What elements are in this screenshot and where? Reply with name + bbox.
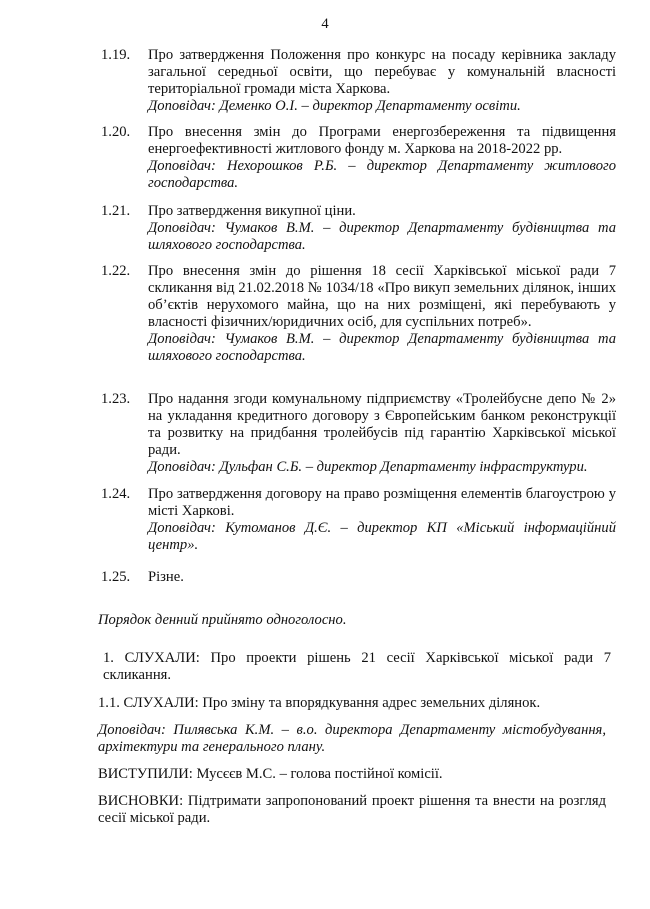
item-title: Різне. xyxy=(148,569,184,585)
item-number: 1.19. xyxy=(101,47,131,63)
spoke-line: ВИСТУПИЛИ: Мусєєв М.С. – голова постійної комісії. xyxy=(98,766,443,782)
agenda-item-1-24 xyxy=(101,486,616,554)
item-title: Про затвердження викупної ціни. xyxy=(148,203,356,219)
item-title: Про затвердження договору на право розміщення елементів благоустрою у місті Харкові. xyxy=(148,486,616,519)
item-title: Про затвердження Положення про конкурс на посаду керівника закладу загальної середньої освіти, що перебуває у комунальній власності територіальної громади міста Харкова. xyxy=(148,47,616,97)
agenda-item-1-21 xyxy=(101,203,616,254)
item-number: 1.23. xyxy=(101,391,131,407)
item-number: 1.24. xyxy=(101,486,131,502)
agenda-item-1-23 xyxy=(101,391,616,476)
item-speaker: Доповідач: Дульфан С.Б. – директор Департаменту інфраструктури. xyxy=(148,459,588,475)
page-number: 4 xyxy=(321,16,329,32)
item-speaker: Доповідач: Нехорошков Р.Б. – директор Департаменту житлового господарства. xyxy=(148,158,616,191)
agenda-item-1-19 xyxy=(101,47,616,115)
item-number: 1.22. xyxy=(101,263,131,279)
item-speaker: Доповідач: Чумаков В.М. – директор Департаменту будівництва та шляхового господарства. xyxy=(148,220,616,253)
approval-note: Порядок денний прийнято одноголосно. xyxy=(98,612,347,628)
item-number: 1.25. xyxy=(101,569,131,585)
heard-sub: 1.1. СЛУХАЛИ: Про зміну та впорядкування адрес земельних ділянок. xyxy=(98,695,541,711)
conclusions: ВИСНОВКИ: Підтримати запропонований проект рішення та внести на розгляд сесії міської ради. xyxy=(98,793,606,826)
agenda-item-1-22 xyxy=(101,263,616,365)
item-speaker: Доповідач: Чумаков В.М. – директор Департаменту будівництва та шляхового господарства. xyxy=(148,331,616,364)
item-speaker: Доповідач: Кутоманов Д.Є. – директор КП «Міський інформаційний центр». xyxy=(148,520,616,553)
agenda-item-1-20 xyxy=(101,124,616,192)
item-title: Про надання згоди комунальному підприємству «Тролейбусне депо № 2» на укладання кредитного договору з Європейським банком реконструкції та розвитку на придбання тролейбусів під гарантію Харківської міської ради. xyxy=(148,391,616,458)
heard-main: 1. СЛУХАЛИ: Про проекти рішень 21 сесії Харківської міської ради 7 скликання. xyxy=(103,650,611,683)
reporter-note: Доповідач: Пилявська К.М. – в.о. директора Департаменту містобудування, архітектури та генерального плану. xyxy=(98,722,606,755)
item-number: 1.20. xyxy=(101,124,131,140)
item-title: Про внесення змін до рішення 18 сесії Харківської міської ради 7 скликання від 21.02.2018 № 1034/18 «Про викуп земельних ділянок, інших об’єктів нерухомого майна, що на них розміщені, які перебувають у власності фізичних/юридичних осіб, для суспільних потреб». xyxy=(148,263,616,330)
agenda-item-1-25 xyxy=(101,569,616,586)
item-title: Про внесення змін до Програми енергозбереження та підвищення енергоефективності житлового фонду м. Харкова на 2018-2022 рр. xyxy=(148,124,616,157)
item-number: 1.21. xyxy=(101,203,131,219)
item-speaker: Доповідач: Деменко О.І. – директор Департаменту освіти. xyxy=(148,98,521,114)
